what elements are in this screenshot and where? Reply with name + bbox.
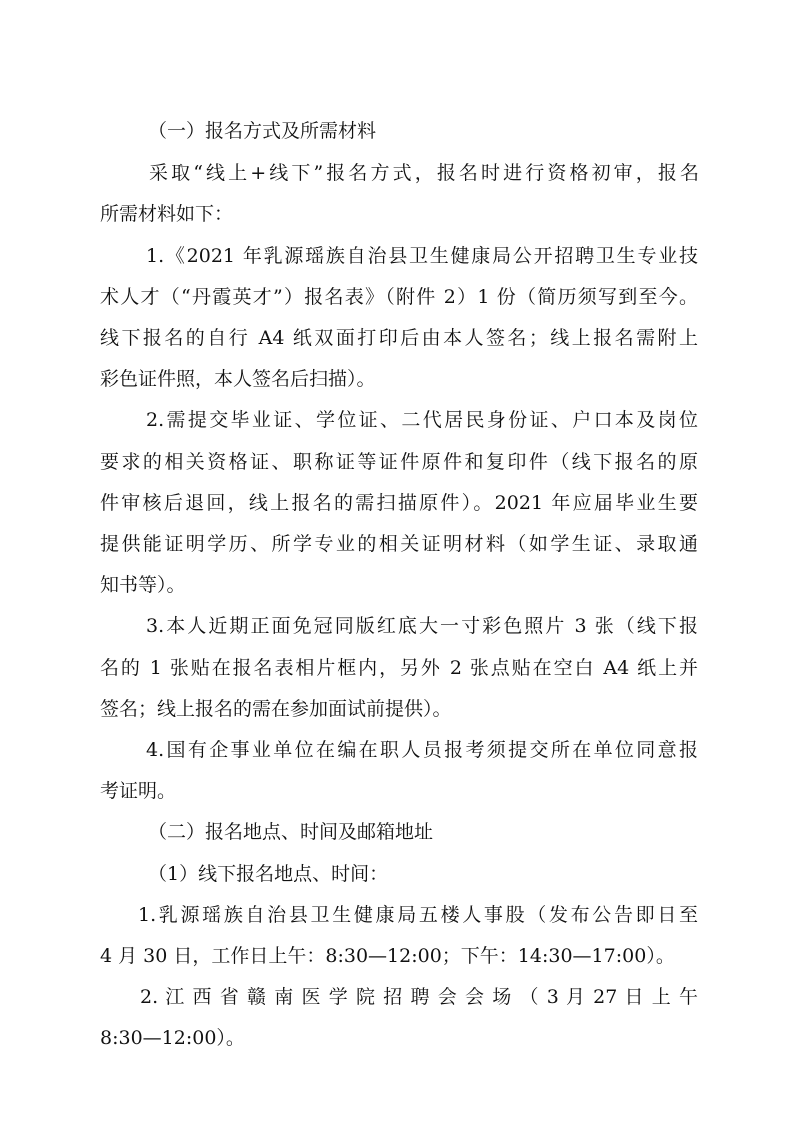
- location-item-2-line: 2. 江 西 省 赣 南 医 学 院 招 聘 会 会 场 （ 3 月 27 日 上 午: [140, 986, 698, 1008]
- location-item-2-line: 8:30—12:00）。: [100, 1027, 245, 1049]
- list-item-3-line: 3.本人近期正面免冠同版红底大一寸彩色照片 3 张（线下报: [146, 615, 698, 637]
- list-item-1-line: 1.《2021 年乳源瑶族自治县卫生健康局公开招聘卫生专业技: [146, 245, 698, 267]
- list-item-4-line: 4.国有企事业单位在编在职人员报考须提交所在单位同意报: [146, 739, 698, 761]
- list-item-2-line: 件审核后退回，线上报名的需扫描原件）。2021 年应届毕业生要: [100, 492, 698, 514]
- list-item-1-line: 彩色证件照，本人签名后扫描）。: [100, 368, 376, 390]
- list-item-2-line: 2.需提交毕业证、学位证、二代居民身份证、户口本及岗位: [146, 409, 698, 431]
- list-item-3-line: 名的 1 张贴在报名表相片框内，另外 2 张点贴在空白 A4 纸上并: [100, 657, 698, 679]
- list-item-1-line: 术人才（“丹霞英才”）报名表》（附件 2）1 份（简历须写到至今。: [100, 286, 698, 308]
- list-item-2-line: 要求的相关资格证、职称证等证件原件和复印件（线下报名的原: [100, 451, 698, 473]
- list-item-1-line: 线下报名的自行 A4 纸双面打印后由本人签名；线上报名需附上: [100, 327, 698, 349]
- section-heading-registration-method: （一）报名方式及所需材料: [148, 120, 377, 142]
- list-item-2-line: 提供能证明学历、所学专业的相关证明材料（如学生证、录取通: [100, 533, 698, 555]
- list-item-2-line: 知书等）。: [100, 574, 186, 596]
- location-item-1-line: 4 月 30 日，工作日上午：8:30—12:00；下午：14:30—17:00）。: [100, 945, 675, 967]
- list-item-4-line: 考证明。: [100, 780, 177, 802]
- subsection-heading-offline: （1）线下报名地点、时间：: [148, 863, 389, 885]
- paragraph-line: 所需材料如下：: [100, 203, 234, 225]
- list-item-3-line: 签名；线上报名的需在参加面试前提供）。: [100, 698, 452, 720]
- section-heading-location-time: （二）报名地点、时间及邮箱地址: [148, 821, 434, 843]
- location-item-1-line: 1.乳源瑶族自治县卫生健康局五楼人事股（发布公告即日至: [138, 904, 698, 926]
- paragraph-line: 采取“线上+线下”报名方式，报名时进行资格初审，报名: [149, 162, 699, 184]
